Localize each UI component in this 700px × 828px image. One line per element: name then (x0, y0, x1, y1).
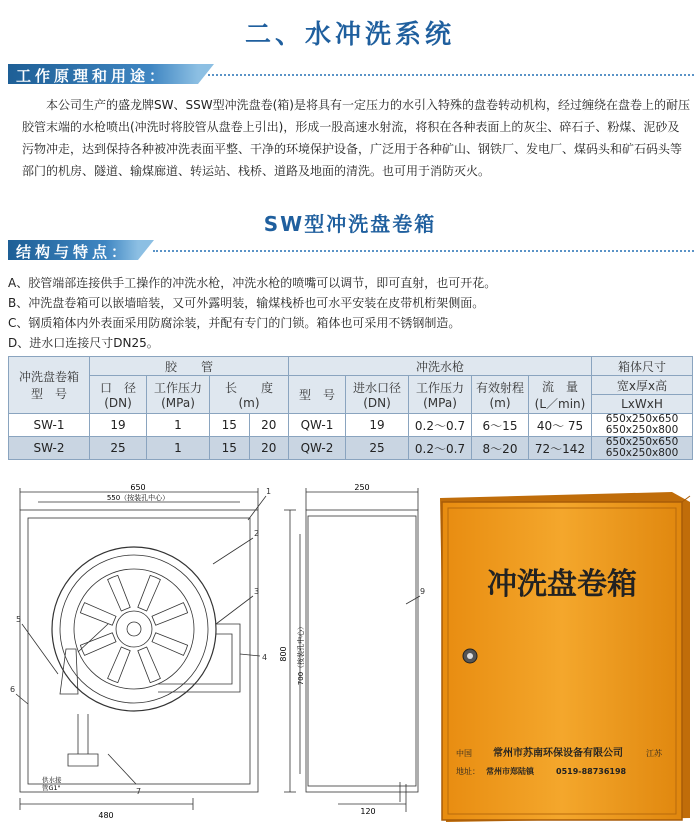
col-pressure-header: 工作压力 (MPa) (147, 376, 210, 414)
col-range-header: 有效射程 (m) (472, 376, 529, 414)
product-cabinet-photo (436, 488, 694, 824)
callout: 1 (266, 487, 272, 496)
col-length-header: 长 度 (m) (210, 376, 289, 414)
col-gun-pressure-header: 工作压力 (MPa) (409, 376, 472, 414)
dim-side-bottom: 120 (360, 807, 376, 816)
spec-table (8, 356, 693, 460)
col-box-sub: LxWxH (592, 395, 693, 414)
dim-top: 650 (130, 484, 146, 492)
col-box-sub: 宽x厚x高 (592, 376, 693, 395)
col-hose-header: 胶 管 (90, 357, 289, 376)
product-subtitle: SW型冲洗盘卷箱 (263, 212, 437, 236)
callout: 9 (420, 587, 426, 596)
section-heading: 工作原理和用途： (16, 67, 169, 85)
reel-window (152, 633, 188, 656)
col-gun-model-header: 型 号 (289, 376, 346, 414)
address: 常州市郑陆镇 (486, 767, 534, 776)
col-dn-header: 口 径 (DN) (90, 376, 147, 414)
inlet-note: 供水接 (42, 776, 62, 784)
col-model-header: 冲洗盘卷箱 型 号 (9, 357, 90, 414)
section-header-principle (8, 64, 694, 84)
dim-side-h2: 700（按装孔中心） (297, 622, 305, 686)
dim-inner: 550（按装孔中心） (106, 494, 170, 502)
col-flow-header: 流 量 (L／min) (529, 376, 592, 414)
reel-window (108, 575, 131, 611)
cabinet-label: 冲洗盘卷箱 (487, 567, 637, 602)
principle-paragraph: 本公司生产的盛龙牌SW、SSW型冲洗盘卷(箱)是将具有一定压力的水引入特殊的盘卷转动机构，经过缠绕在盘卷上的耐压胶管末端的水枪喷出(冲洗时将胶管从盘卷上引出)，形成一股高速水射流，将积在各种表面上的灰尘、碎石子、粉煤、泥砂及污物冲走，达到保持各种被冲洗表面平整、干净的环境保护设备，广泛用于各种矿山、钢铁厂、发电厂、煤码头和矿石码头等部门的机房、隧道、输煤廊道、转运站、栈桥、道路及地面的清洗。也可用于消防灭火。 (22, 98, 690, 178)
company-name: 常州市苏南环保设备有限公司 (493, 748, 623, 759)
phone: 0519-88736198 (556, 767, 627, 776)
callout: 5 (16, 615, 22, 624)
reel-window (152, 603, 188, 626)
inlet-note: 管G1" (42, 784, 61, 792)
reel-window (138, 575, 161, 611)
technical-drawing (8, 484, 428, 824)
table-row: SW-2 25 1 15 20 QW-2 25 0.2～0.7 8～20 72～142 650x250x650 650x250x800 (9, 437, 693, 460)
callout: 7 (136, 787, 142, 796)
feature-item: C、钢质箱体内外表面采用防腐涂装，并配有专门的门锁。箱体也可采用不锈钢制造。 (8, 316, 461, 330)
dim-bottom: 480 (98, 811, 114, 820)
reel-window (108, 647, 131, 683)
table-header-row (9, 357, 693, 376)
reel-window (138, 647, 161, 683)
col-box-header: 箱体尺寸 (592, 357, 693, 376)
section-header-structure (8, 240, 694, 260)
front-view-box (20, 510, 258, 792)
table-row: SW-1 19 1 15 20 QW-1 19 0.2～0.7 6～15 40～ 75 650x250x650 650x250x800 (9, 414, 693, 437)
company-suffix: 江苏 (646, 749, 662, 758)
section-heading: 结构与特点： (16, 243, 131, 261)
feature-item: D、进水口连接尺寸DN25。 (8, 336, 159, 350)
reel-window (80, 633, 116, 656)
feature-item: A、胶管端部连接供手工操作的冲洗水枪，冲洗水枪的喷嘴可以调节，即可直射，也可开花。 (8, 276, 497, 290)
reel-window (80, 603, 116, 626)
callout: 2 (254, 529, 260, 538)
col-gun-dn-header: 进水口径 (DN) (346, 376, 409, 414)
col-gun-header: 冲洗水枪 (289, 357, 592, 376)
address-prefix: 地址： (456, 767, 480, 776)
company-prefix: 中国 (456, 749, 472, 758)
callout: 6 (10, 685, 16, 694)
page-title: 二、水冲洗系统 (244, 20, 455, 50)
side-view-box (306, 510, 418, 792)
callout: 3 (254, 587, 260, 596)
callout: 4 (262, 653, 268, 662)
dim-side-h1: 800 (279, 646, 288, 662)
dim-side-top: 250 (354, 484, 370, 492)
feature-item: B、冲洗盘卷箱可以嵌墙暗装，又可外露明装，输煤栈桥也可水平安装在皮带机桁架侧面。 (8, 296, 485, 310)
